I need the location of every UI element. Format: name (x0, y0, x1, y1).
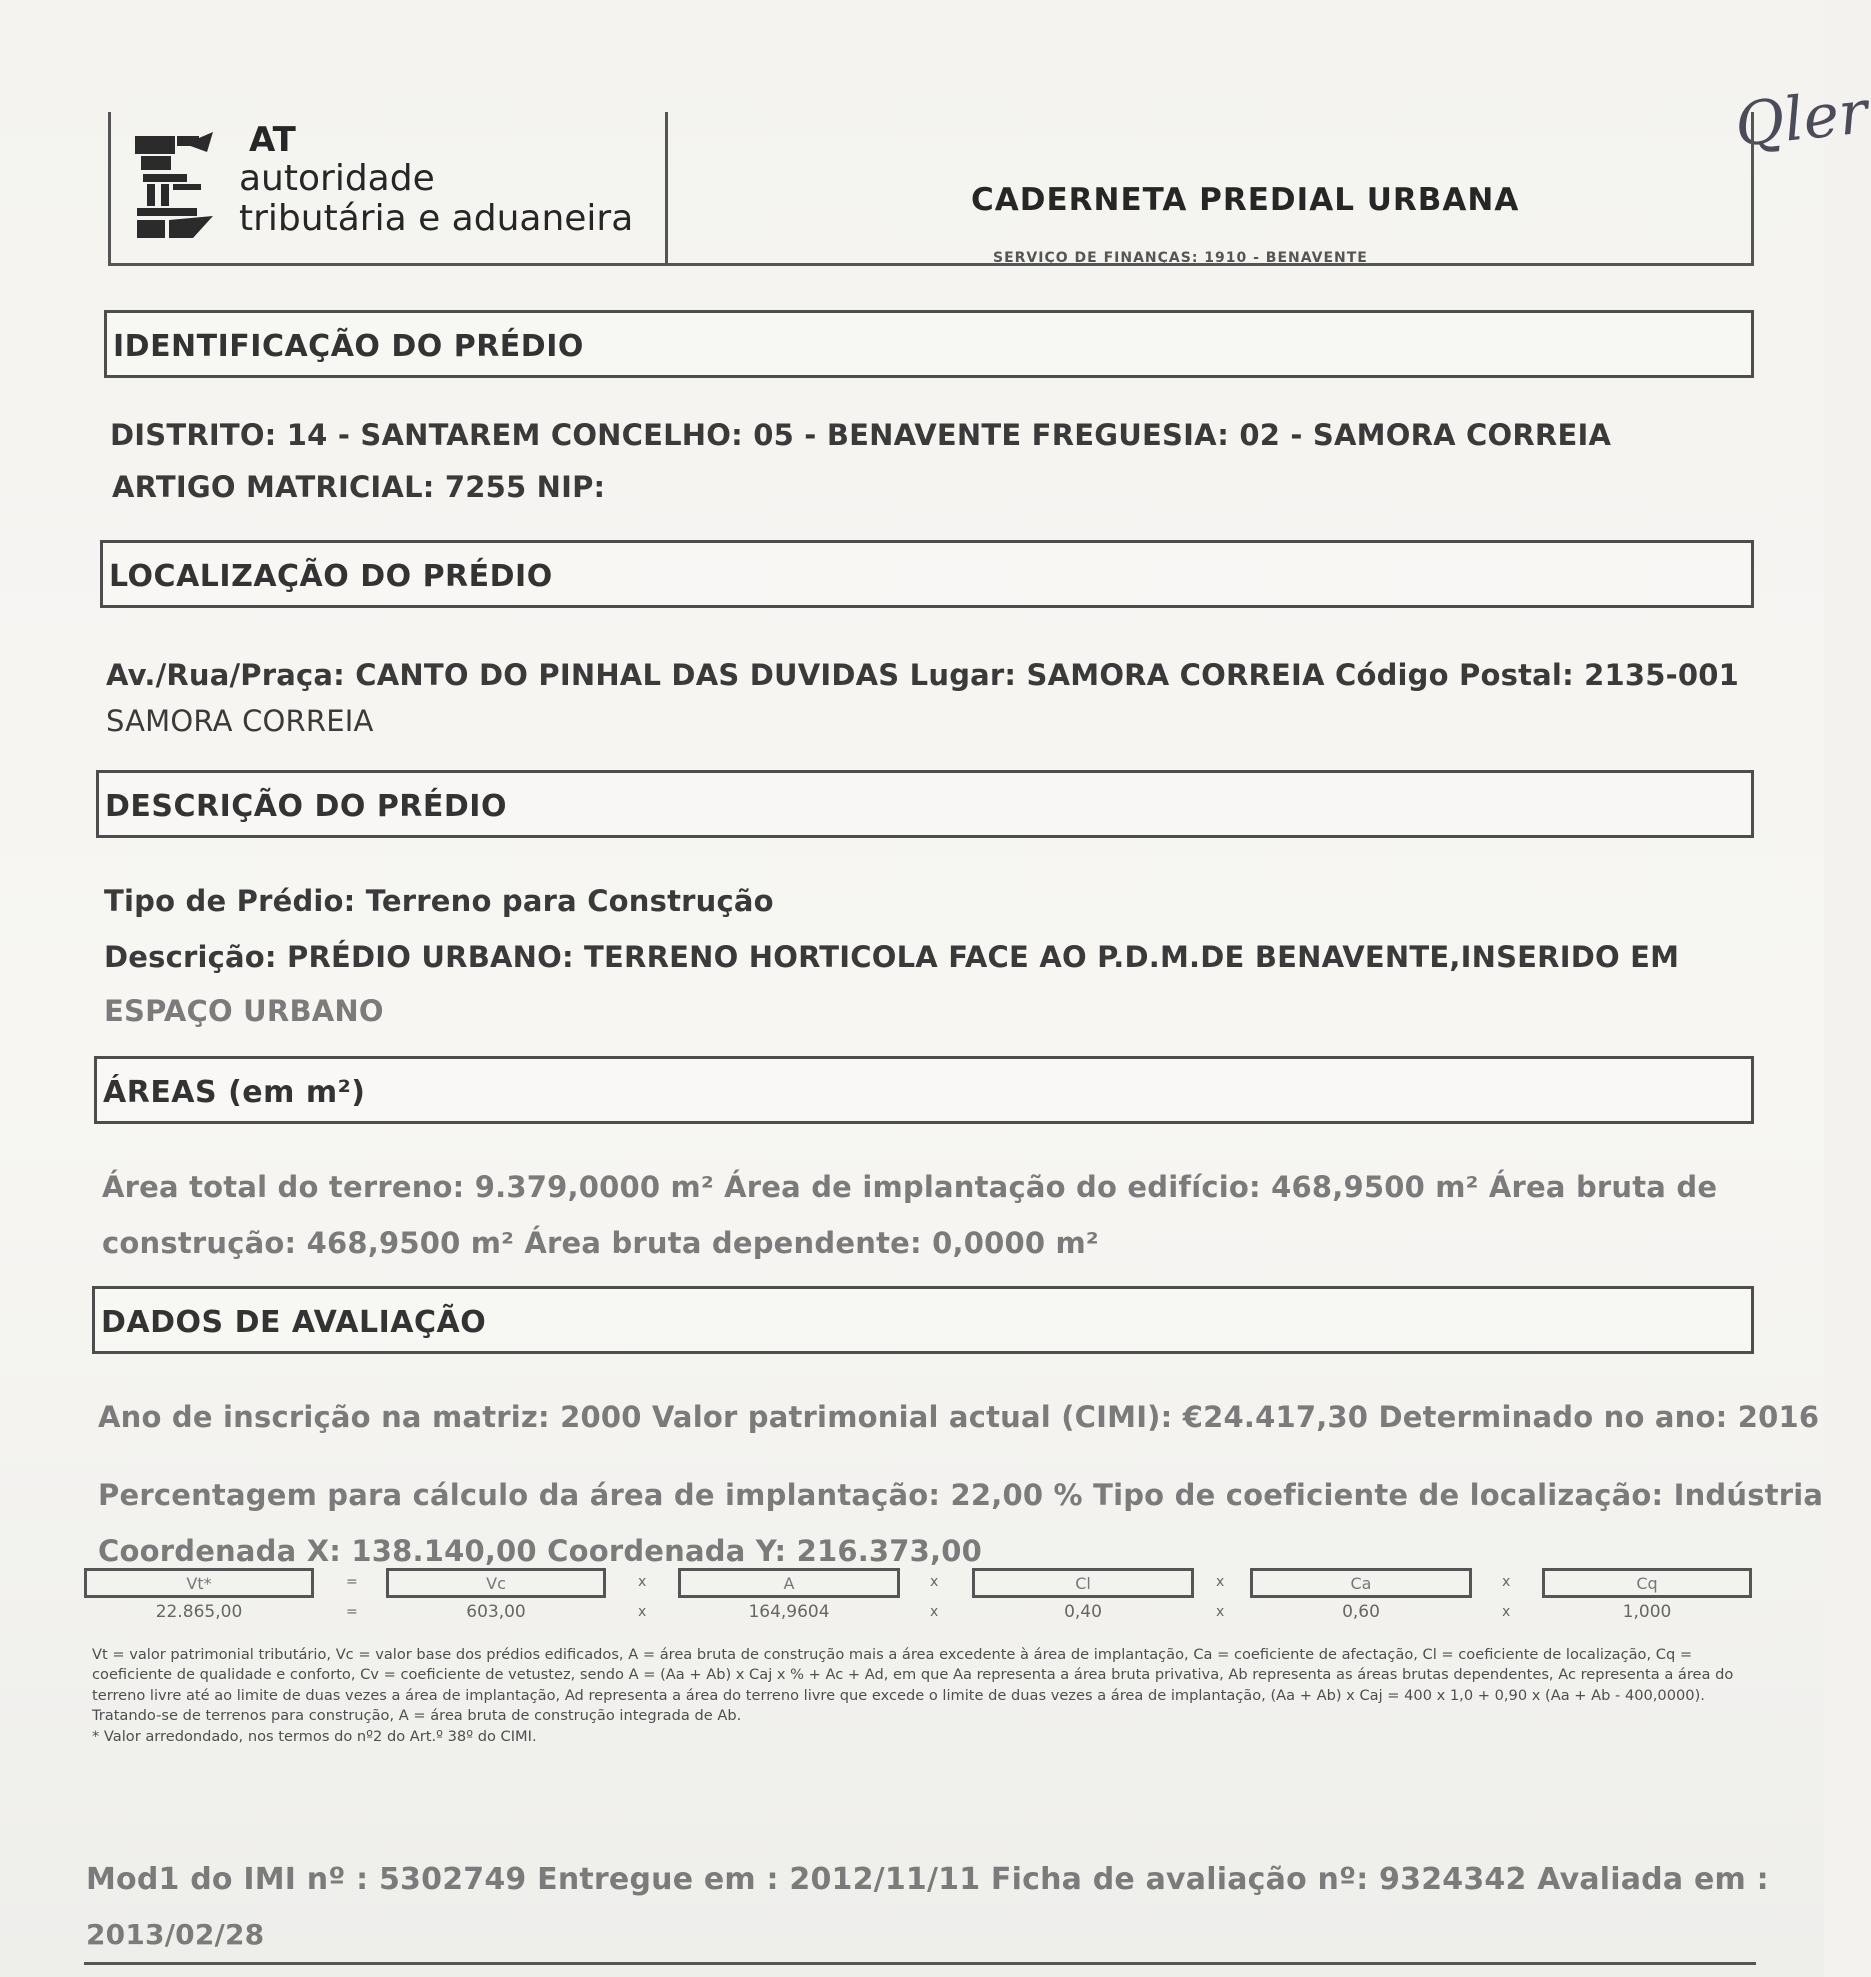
descricao-line1: Descrição: PRÉDIO URBANO: TERRENO HORTICOLA FACE AO P.D.M.DE BENAVENTE,INSERIDO EM (104, 940, 1680, 974)
section-descricao (96, 770, 1754, 838)
section-areas (94, 1056, 1754, 1124)
formula-operator: x (1216, 1604, 1225, 1620)
formula-label: A (678, 1568, 900, 1598)
formula-label: Vt* (84, 1568, 314, 1598)
formula-value: 1,000 (1622, 1602, 1672, 1622)
formula-operator: x (1502, 1574, 1511, 1590)
formula-cell-vt (84, 1568, 314, 1628)
localizacao-line1: Av./Rua/Praça: CANTO DO PINHAL DAS DUVIDAS Lugar: SAMORA CORREIA Código Postal: 2135-001 (106, 658, 1740, 692)
section-localizacao (100, 540, 1754, 608)
formula-cell-cl (972, 1568, 1194, 1628)
formula-operator: x (1216, 1574, 1225, 1590)
formula-operator: x (638, 1604, 647, 1620)
logo-line1: autoridade (239, 158, 435, 200)
notes-footnote: * Valor arredondado, nos termos do nº2 do Art.º 38º do CIMI. (92, 1727, 537, 1745)
notes-paragraph: Tratando-se de terrenos para construção, A = área bruta de construção integrada de Ab. (92, 1707, 742, 1725)
formula-operator: = (346, 1574, 358, 1590)
formula-value: 0,60 (1342, 1602, 1380, 1622)
formula-value: 164,9604 (748, 1602, 830, 1622)
formula-operator: x (1502, 1604, 1511, 1620)
descricao-tipo: Tipo de Prédio: Terreno para Construção (104, 884, 774, 918)
formula-cell-cq (1542, 1568, 1752, 1628)
avaliacao-line2: Percentagem para cálculo da área de implantação: 22,00 % Tipo de coeficiente de localização: Indústria (98, 1478, 1824, 1512)
footer-line2: 2013/02/28 (86, 1918, 265, 1951)
formula-cell-vc (386, 1568, 606, 1628)
identificacao-line2: ARTIGO MATRICIAL: 7255 NIP: (112, 470, 606, 504)
descricao-line2: ESPAÇO URBANO (104, 994, 384, 1028)
avaliacao-line1: Ano de inscrição na matriz: 2000 Valor patrimonial actual (CIMI): €24.417,30 Determinado no ano: 2016 (98, 1400, 1820, 1434)
section-heading: ÁREAS (em m²) (103, 1075, 366, 1110)
formula-operator: x (930, 1604, 939, 1620)
formula-notes (92, 1645, 1742, 1747)
identificacao-line1: DISTRITO: 14 - SANTAREM CONCELHO: 05 - BENAVENTE FREGUESIA: 02 - SAMORA CORREIA (110, 418, 1612, 452)
formula-operator: = (346, 1604, 358, 1620)
logo-text (239, 122, 633, 239)
footer-line1: Mod1 do IMI nº : 5302749 Entregue em : 2012/11/11 Ficha de avaliação nº: 9324342 Avaliada em : (86, 1862, 1769, 1897)
formula-value: 0,40 (1064, 1602, 1102, 1622)
bottom-rule (84, 1962, 1756, 1965)
document-subtitle: SERVIÇO DE FINANÇAS: 1910 - BENAVENTE (993, 250, 1368, 266)
document-title: CADERNETA PREDIAL URBANA (971, 182, 1520, 218)
formula-label: Vc (386, 1568, 606, 1598)
logo-line2: tributária e aduaneira (239, 197, 634, 239)
logo-at: AT (249, 120, 296, 160)
section-heading: IDENTIFICAÇÃO DO PRÉDIO (113, 329, 584, 364)
formula-operator: x (930, 1574, 939, 1590)
valuation-formula (84, 1568, 1756, 1628)
section-heading: LOCALIZAÇÃO DO PRÉDIO (109, 559, 553, 594)
formula-cell-ca (1250, 1568, 1472, 1628)
notes-paragraph: Vt = valor patrimonial tributário, Vc = valor base dos prédios edificados, A = área bruta de construção mais a área excedente à área de implantação, Ca = coeficiente de afectação, Cl = coeficiente de localização, Cq = coeficiente de qualidade e conforto, Cv = coeficiente de vetustez, sendo A = (Aa + Ab) x Caj x % + Ac + Ad, em que Aa representa a área bruta privativa, Ab representa as áreas brutas dependentes, Ac representa a área do terreno livre até ao limite de duas vezes a área de implantação, Ad representa a área do terreno livre que excede o limite de duas vezes a área de implantação, (Aa + Ab) x Caj = 400 x 1,0 + 0,90 x (Aa + Ab - 400,0000). (92, 1646, 1734, 1704)
header-divider (665, 112, 668, 266)
formula-value: 22.865,00 (155, 1602, 243, 1622)
document-header (108, 112, 1754, 266)
at-logo-icon (133, 130, 219, 240)
handwritten-mark: Qler (1731, 77, 1871, 161)
formula-cell-a (678, 1568, 900, 1628)
formula-label: Ca (1250, 1568, 1472, 1598)
section-avaliacao (92, 1286, 1754, 1354)
section-heading: DADOS DE AVALIAÇÃO (101, 1305, 487, 1340)
areas-line1: Área total do terreno: 9.379,0000 m² Área de implantação do edifício: 468,9500 m² Área bruta de (102, 1170, 1718, 1204)
formula-operator: x (638, 1574, 647, 1590)
areas-line2: construção: 468,9500 m² Área bruta dependente: 0,0000 m² (102, 1226, 1099, 1260)
section-heading: DESCRIÇÃO DO PRÉDIO (105, 789, 507, 824)
avaliacao-line3: Coordenada X: 138.140,00 Coordenada Y: 216.373,00 (98, 1534, 983, 1568)
formula-label: Cl (972, 1568, 1194, 1598)
formula-label: Cq (1542, 1568, 1752, 1598)
localizacao-line2: SAMORA CORREIA (106, 704, 374, 738)
formula-value: 603,00 (466, 1602, 526, 1622)
section-identificacao (104, 310, 1754, 378)
